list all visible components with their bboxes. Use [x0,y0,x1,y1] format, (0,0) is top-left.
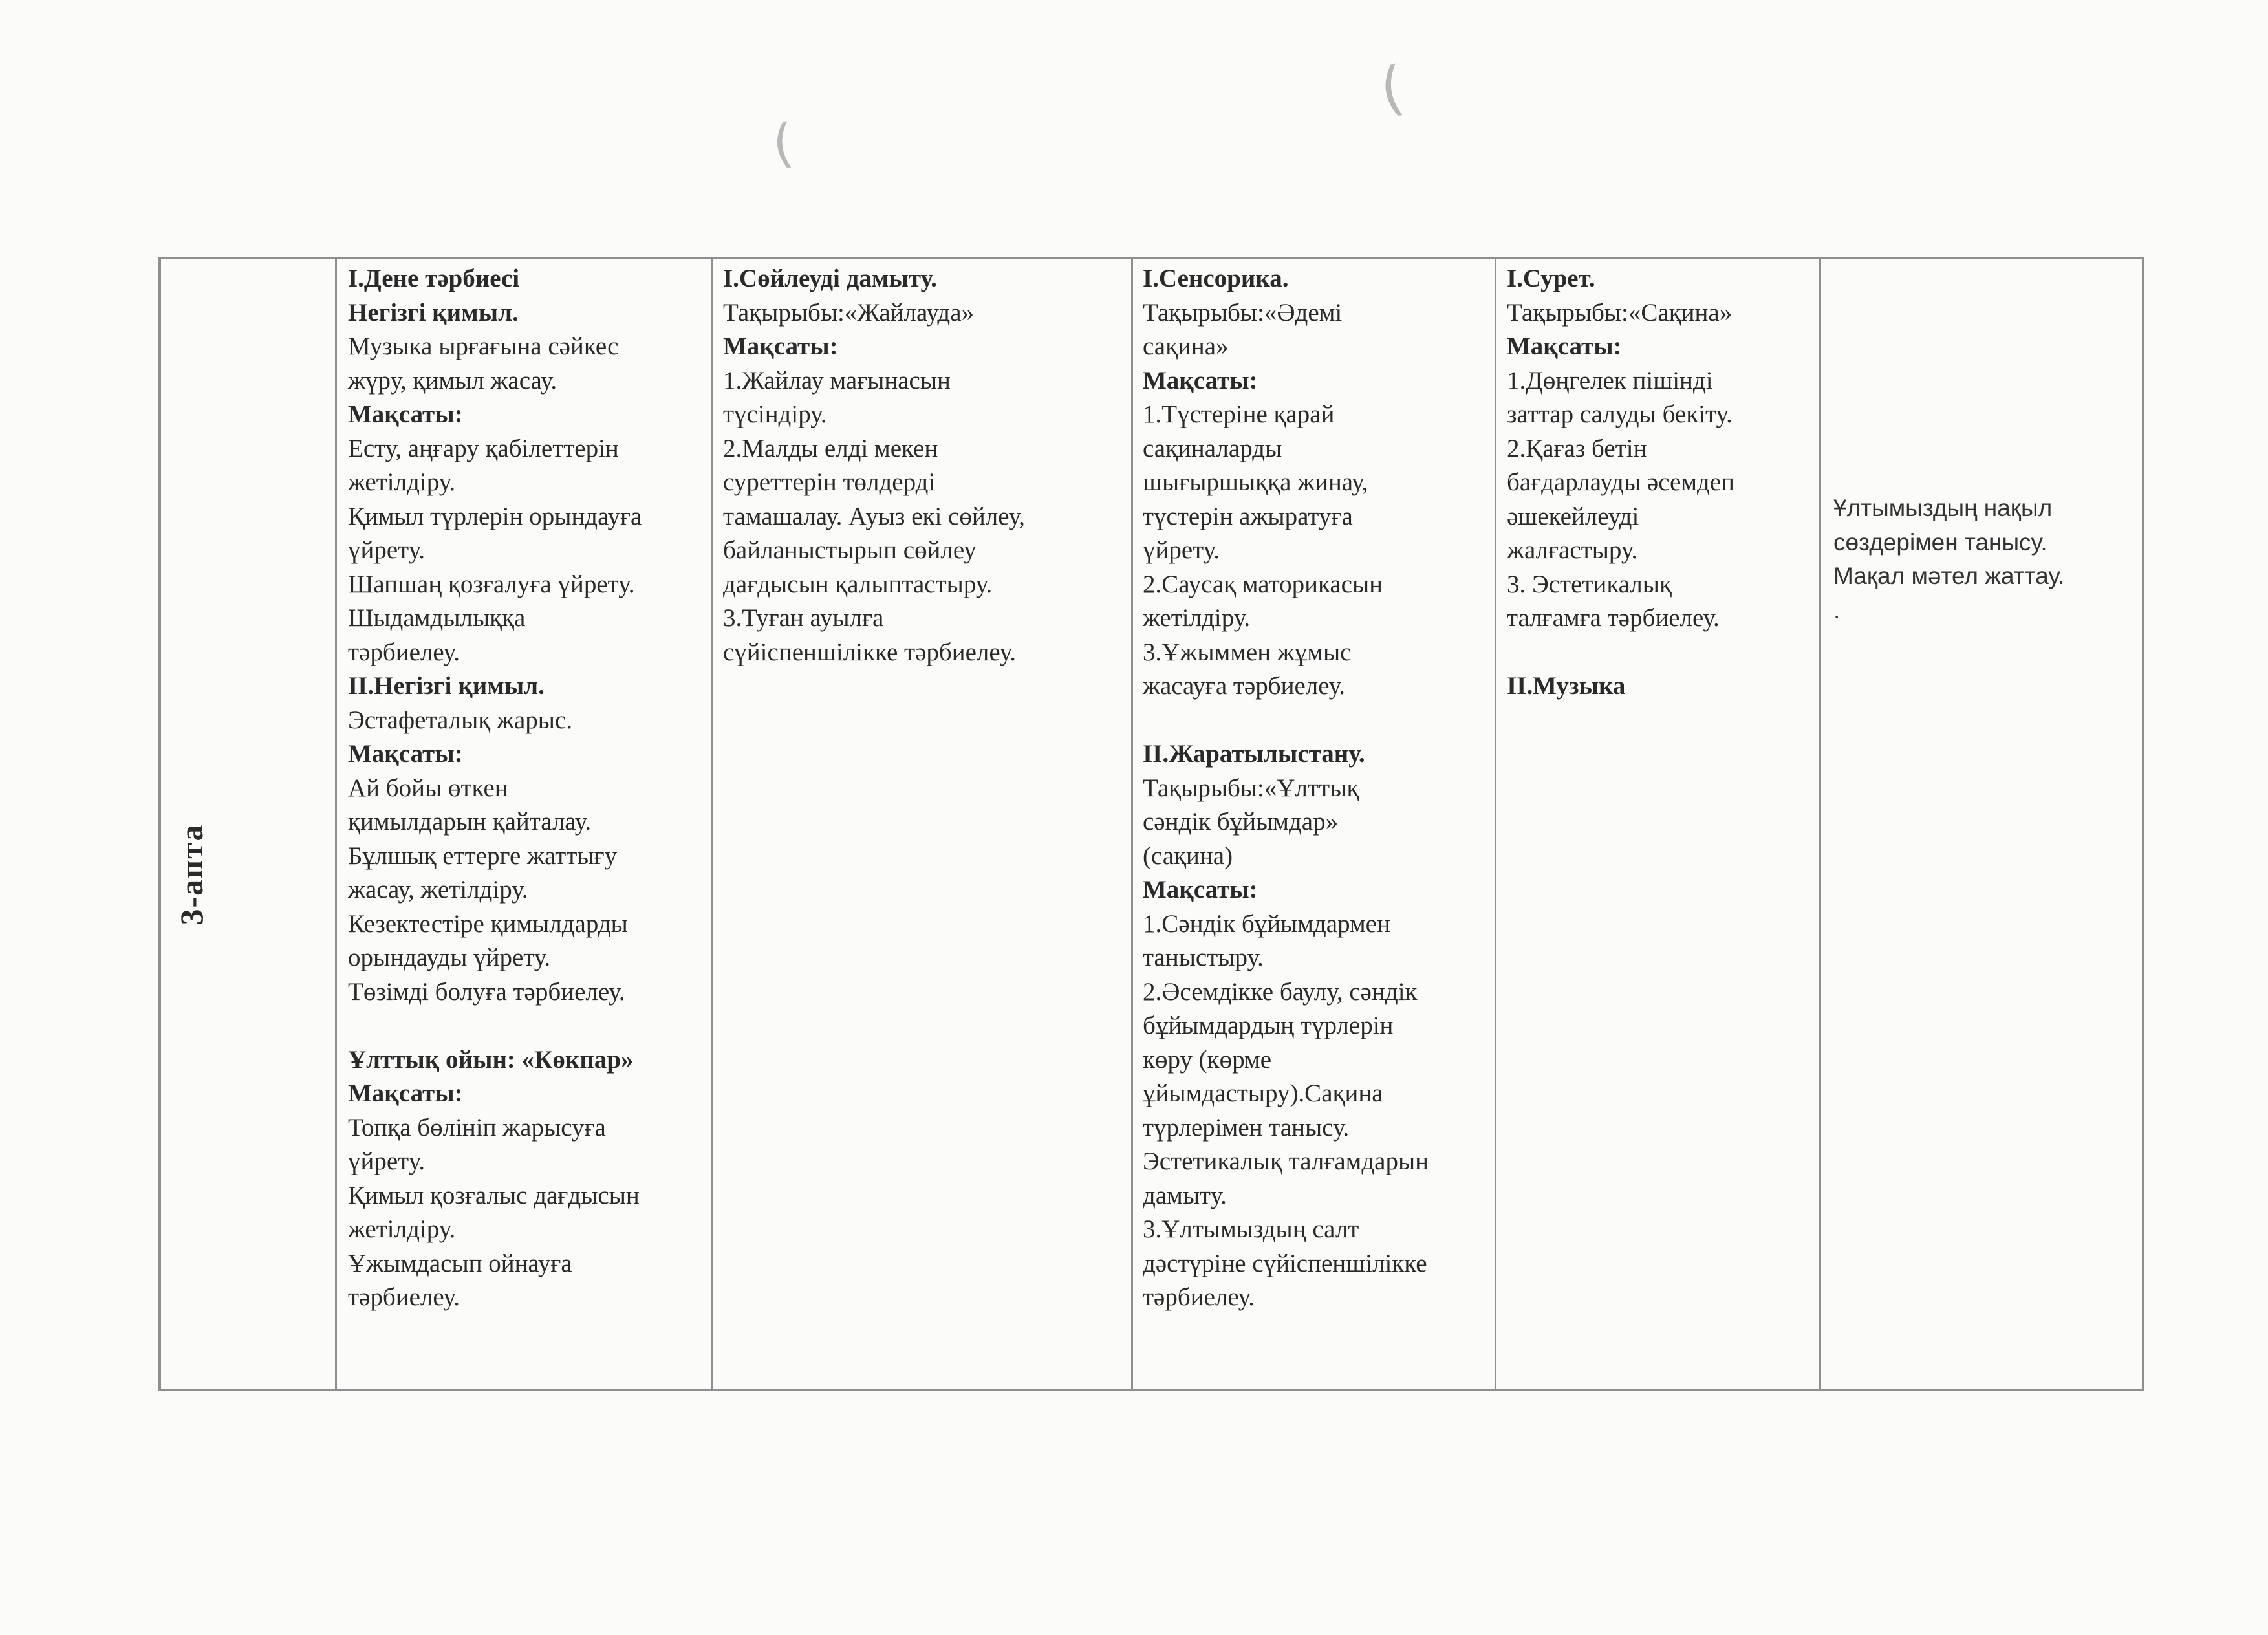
column-divider [1495,257,1496,1391]
text-line: 2.Қағаз бетін [1507,434,1647,462]
text-line: түстерін ажыратуға [1143,502,1353,530]
week-label: 3-апта [173,823,210,926]
text-line: жүру, қимыл жасау. [348,366,557,395]
text-line [1143,704,1429,738]
text-line: жетілдіру. [348,468,456,496]
text-line: тәрбиелеу. [348,638,460,666]
text-line: жасауға тәрбиелеу. [1143,672,1345,700]
text-line: Мақсаты: [1143,366,1258,395]
text-line: Негізгі қимыл. [348,298,519,327]
text-line: шығыршыққа жинау, [1143,468,1368,496]
text-line: 1.Жайлау мағынасын [723,366,951,395]
text-line: 3. Эстетикалық [1507,570,1672,598]
text-line: орындауды үйрету. [348,944,551,971]
text-line: Тақырыбы:«Сақина» [1507,298,1733,327]
text-line: Мақсаты: [723,332,838,360]
text-line: сақина» [1143,332,1229,360]
text-line: Тақырыбы:«Ұлттық [1143,774,1359,802]
text-line: 3.Ұлтымыздың салт [1143,1215,1359,1243]
text-line: 2.Әсемдікке баулу, сәндік [1143,977,1418,1006]
text-line: 3.Ұжыммен жұмыс [1143,638,1352,666]
text-line: көру (көрме [1143,1045,1272,1074]
text-line: Қимыл қозғалыс дағдысын [348,1181,640,1209]
text-line: бағдарлауды әсемдеп [1507,468,1735,496]
text-line: Ұлттық ойын: «Көкпар» [348,1045,634,1074]
text-line: Ұжымдасып ойнауға [348,1249,572,1277]
text-line: 1.Дөңгелек пішінді [1507,366,1713,395]
text-line: Шыдамдылыққа [348,604,526,632]
text-line: дәстүріне сүйіспеншілікке [1143,1249,1427,1277]
text-line: сөздерімен танысу. [1833,528,2047,556]
text-line: Топқа бөлініп жарысуға [348,1113,606,1142]
text-line: 1.Сәндік бұйымдармен [1143,909,1390,938]
text-line: Тақырыбы:«Әдемі [1143,298,1343,327]
scan-mark: ( [770,112,796,175]
text-line: 2.Малды елді мекен [723,434,938,462]
text-line: Шапшаң қозғалуға үйрету. [348,570,635,598]
text-line: дағдысын қалыптастыру. [723,570,993,598]
text-line: Мақсаты: [348,1079,463,1107]
text-line: бұйымдардың түрлерін [1143,1012,1394,1039]
text-line: жетілдіру. [1143,604,1251,632]
scan-mark: ( [1376,54,1409,124]
text-line: Тақырыбы:«Жайлауда» [723,298,975,327]
table-bottom-border [158,1389,2144,1391]
text-line [348,1009,642,1043]
text-line: таныстыру. [1143,944,1264,971]
text-line: жетілдіру. [348,1215,456,1243]
text-line: тәрбиелеу. [1143,1283,1255,1311]
text-line: Кезектестіре қимылдарды [348,909,628,938]
text-line: І.Сөйлеуді дамыту. [723,265,937,292]
text-line: заттар салуды бекіту. [1507,400,1733,428]
text-line: Эстафеталық жарыс. [348,706,573,734]
text-line: ұйымдастыру).Сақина [1143,1079,1383,1107]
text-line: үйрету. [1143,536,1220,564]
column-divider [1131,257,1133,1391]
text-line: Мақсаты: [348,740,463,768]
text-line: жалғастыру. [1507,536,1638,564]
text-line: 3.Туған ауылға [723,604,884,632]
text-line: Мақал мәтел жаттау. [1833,563,2065,589]
text-line: сүйіспеншілікке тәрбиелеу. [723,638,1017,666]
text-line: Мақсаты: [348,400,463,428]
text-line: дамыту. [1143,1181,1227,1209]
text-line: тамашалау. Ауыз екі сөйлеу, [723,502,1025,530]
text-line: қимылдарын қайталау. [348,808,592,836]
text-line: Мақсаты: [1143,876,1258,904]
text-line: Қимыл түрлерін орындауға [348,502,642,530]
text-line: Мақсаты: [1507,332,1622,360]
text-line: жасау, жетілдіру. [348,876,528,904]
text-line: Ай бойы өткен [348,774,508,802]
column-divider [1819,257,1821,1391]
text-line: Эстетикалық талғамдарын [1143,1147,1429,1175]
column-divider [335,257,337,1391]
table-top-border [158,257,2144,259]
text-line [1507,636,1734,670]
text-line: әшекейлеуді [1507,502,1639,530]
table-right-border [2142,257,2144,1391]
text-line: І.Сенсорика. [1143,265,1289,292]
text-line: үйрету. [348,1147,426,1175]
text-line: 1.Түстеріне қарай [1143,400,1335,428]
text-line: 2.Саусақ маторикасын [1143,570,1383,598]
text-line: Төзімді болуға тәрбиелеу. [348,977,625,1006]
text-line: Музыка ырғағына сәйкес [348,332,619,360]
text-line: ІІ.Жаратылыстану. [1143,740,1365,768]
text-line: түсіндіру. [723,400,827,428]
text-line: І.Дене тәрбиесі [348,265,520,292]
text-line: тәрбиелеу. [348,1283,460,1311]
text-line: . [1833,596,1841,623]
text-line: Ұлтымыздың нақыл [1833,495,2053,521]
text-line: үйрету. [348,536,426,564]
text-line: байланыстырып сөйлеу [723,536,977,564]
drawing-music-cell [1507,262,1734,704]
text-line: ІІ.Негізгі қимыл. [348,672,545,700]
text-line: (сақина) [1143,841,1233,870]
proverbs-cell [1833,492,2064,627]
table-left-border [158,257,161,1391]
text-line: Есту, аңғару қабілеттерін [348,434,619,462]
physical-education-cell [348,262,642,1315]
speech-development-cell [723,262,1025,669]
text-line: талғамға тәрбиелеу. [1507,604,1720,632]
text-line: түрлерімен танысу. [1143,1113,1350,1142]
text-line: суреттерін төлдерді [723,468,936,496]
text-line: ІІ.Музыка [1507,672,1626,700]
text-line: сәндік бұйымдар» [1143,808,1339,836]
text-line: сақиналарды [1143,434,1282,462]
column-divider [711,257,713,1391]
text-line: Бұлшық еттерге жаттығу [348,841,618,870]
sensorics-nature-cell [1143,262,1429,1315]
text-line: І.Сурет. [1507,265,1595,292]
